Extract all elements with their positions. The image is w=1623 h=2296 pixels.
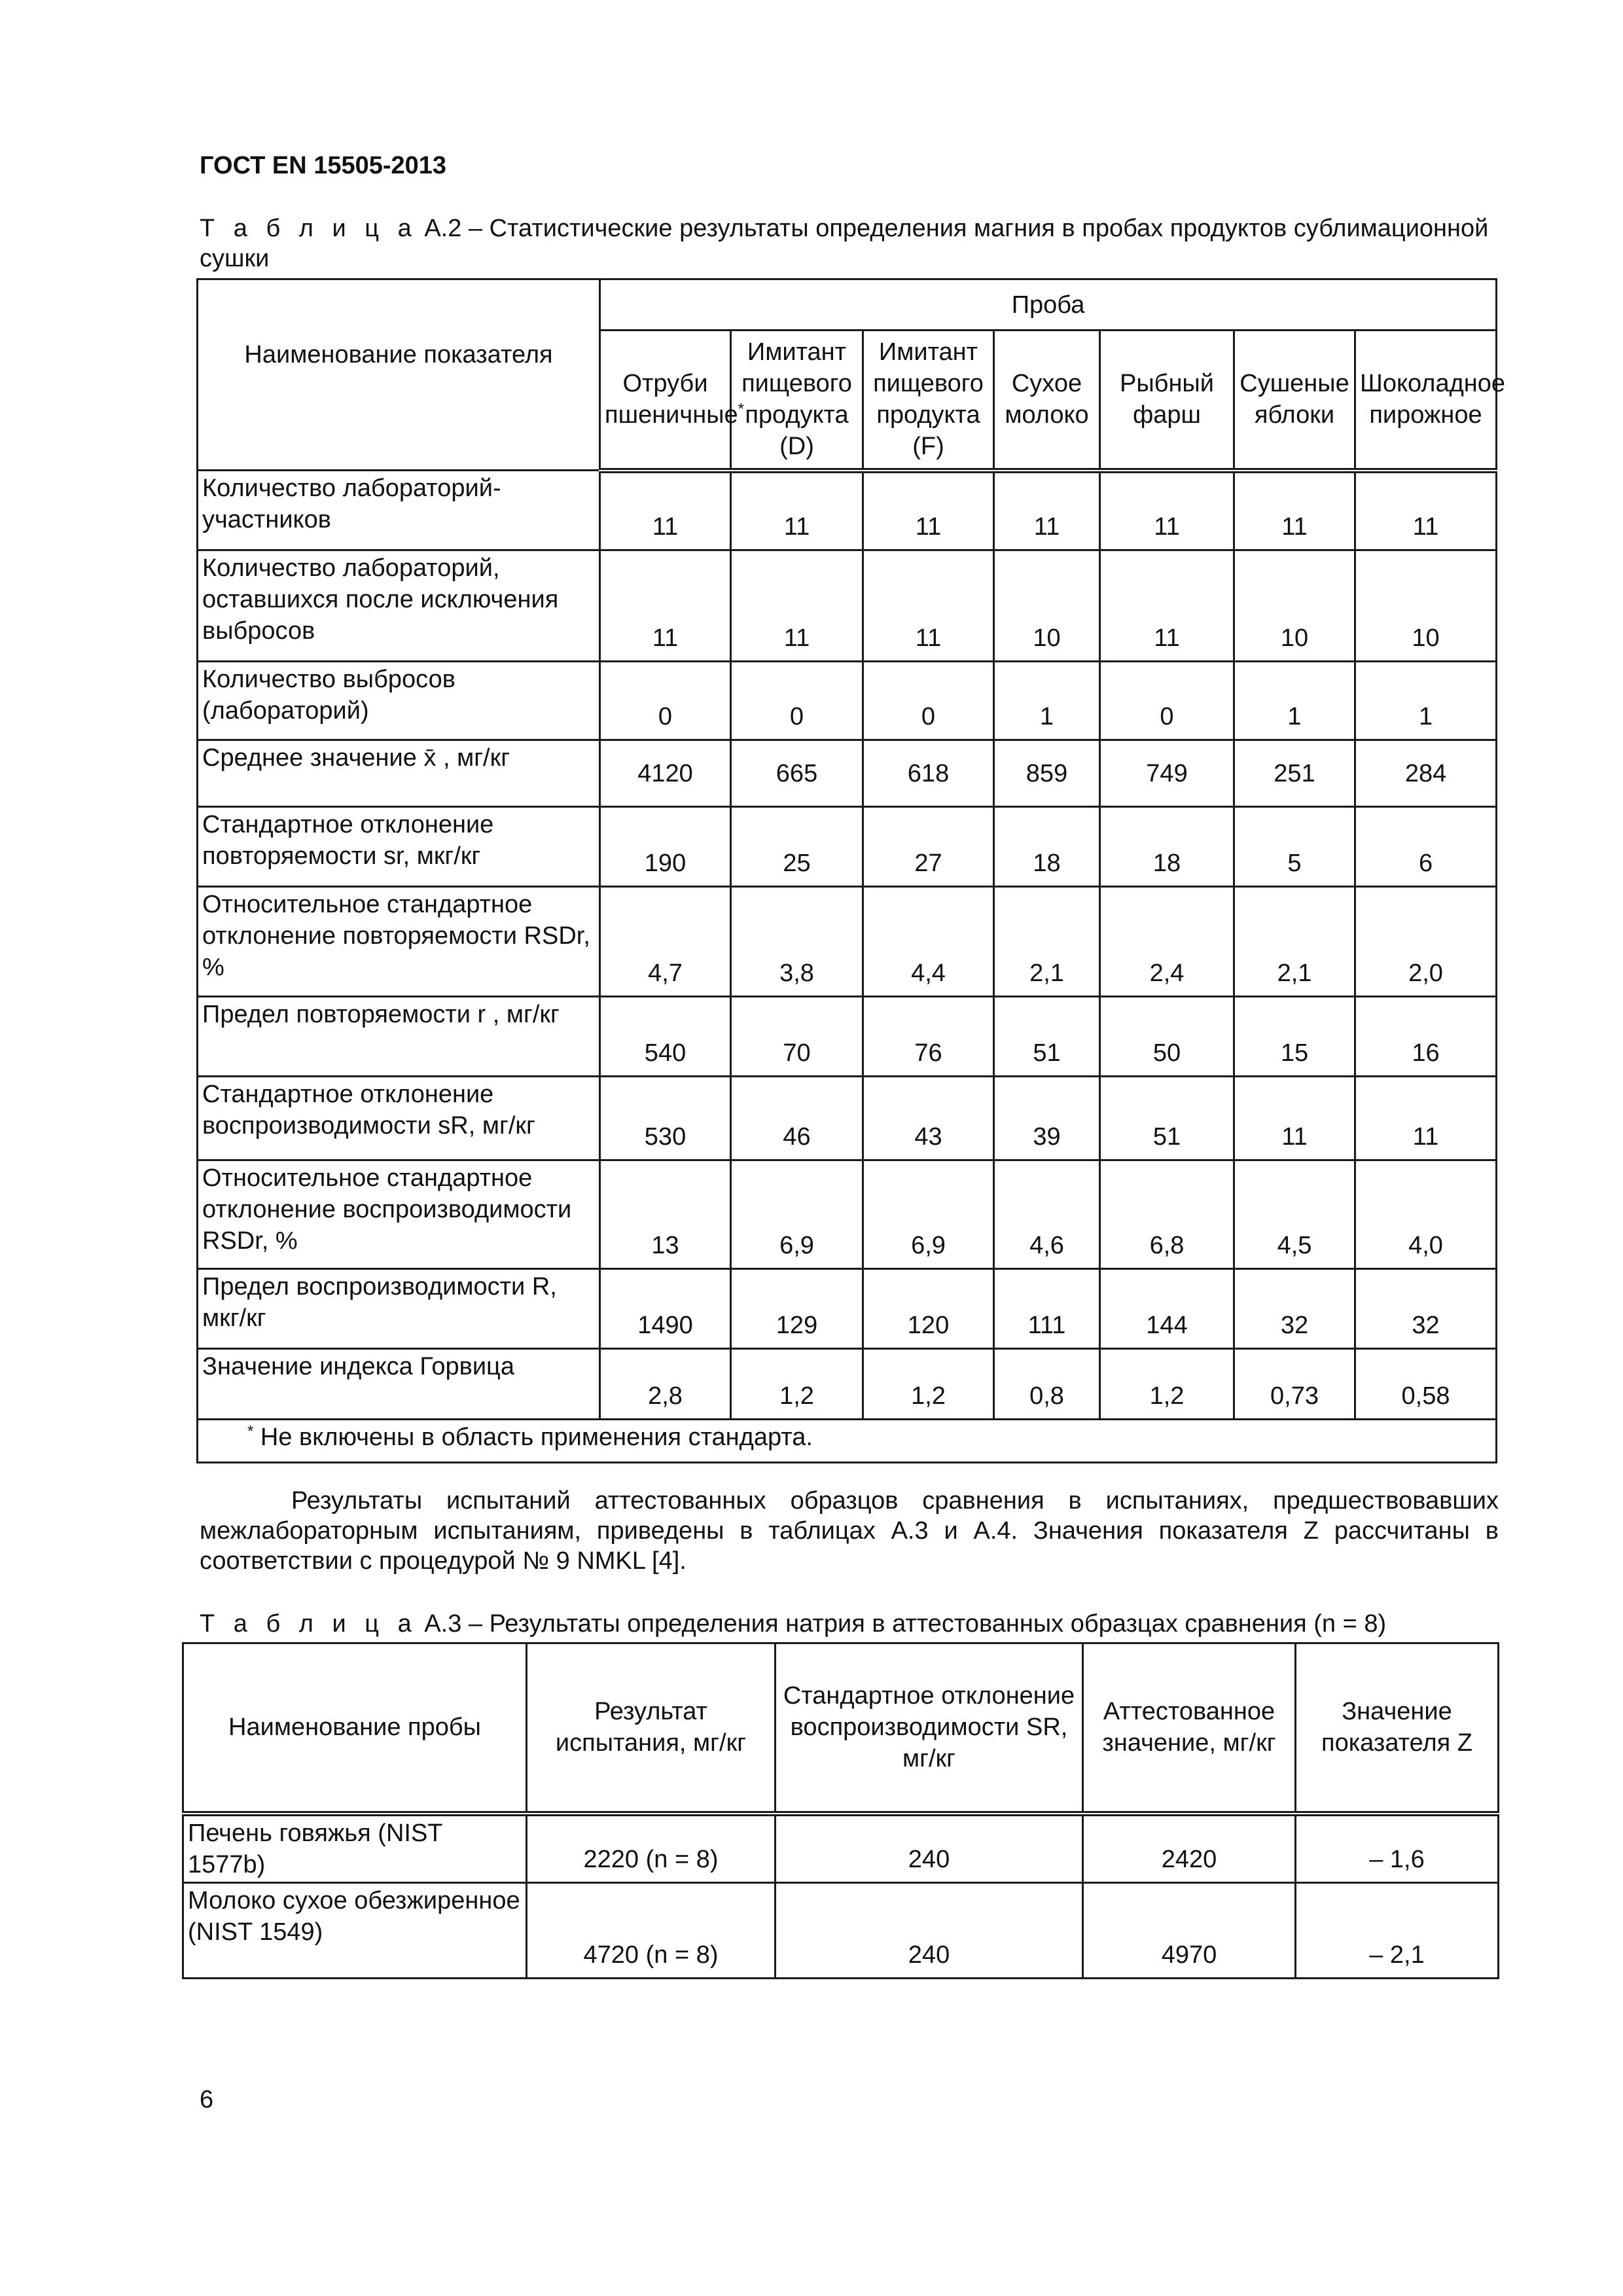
- table-row: [198, 1077, 1497, 1160]
- cell: 0: [863, 662, 994, 740]
- column-header: Имитант пищевого продукта (D): [731, 331, 863, 471]
- caption-label: Т а б л и ц а: [200, 215, 418, 242]
- cell: 5: [1234, 807, 1355, 887]
- cell: 111: [994, 1269, 1100, 1349]
- row-label: Относительное стандартное отклонение повторяемости RSDr, %: [198, 887, 600, 997]
- footnote: [198, 1420, 1497, 1463]
- cell: 284: [1355, 740, 1497, 807]
- sample-name: Молоко сухое обезжиренное (NIST 1549): [183, 1882, 527, 1978]
- table-row: [198, 740, 1497, 807]
- cell: 251: [1234, 740, 1355, 807]
- cell: 1,2: [863, 1349, 994, 1420]
- cell: 10: [1234, 550, 1355, 662]
- cell: 0: [731, 662, 863, 740]
- cell: 51: [1100, 1077, 1234, 1160]
- caption-text: А.2 – Статистические результаты определения магния в пробах продуктов сублимационной сушки: [200, 215, 1489, 272]
- cell: 25: [731, 807, 863, 887]
- row-label: Среднее значение x̄ , мг/кг: [198, 740, 600, 807]
- row-label: Относительное стандартное отклонение воспроизводимости RSDr, %: [198, 1160, 600, 1269]
- column-header: Аттестованное значение, мг/кг: [1083, 1643, 1296, 1814]
- column-header: Шоколадное пирожное: [1355, 331, 1497, 471]
- cell: 4,6: [994, 1160, 1100, 1269]
- table-row: [198, 807, 1497, 887]
- cell: 11: [863, 550, 994, 662]
- cell: 6,9: [863, 1160, 994, 1269]
- cell: 3,8: [731, 887, 863, 997]
- cell: 1,2: [1100, 1349, 1234, 1420]
- cell: 240: [776, 1814, 1083, 1883]
- row-label: Количество лабораторий, оставшихся после исключения выбросов: [198, 550, 600, 662]
- cell: 240: [776, 1882, 1083, 1978]
- cell: 51: [994, 997, 1100, 1077]
- table-a3: [182, 1642, 1499, 1979]
- cell: 2,4: [1100, 887, 1234, 997]
- column-header: Результат испытания, мг/кг: [527, 1643, 776, 1814]
- cell: 4,7: [600, 887, 731, 997]
- cell: 11: [731, 471, 863, 550]
- cell: 0: [1100, 662, 1234, 740]
- column-header: Сухое молоко: [994, 331, 1100, 471]
- cell: 2,8: [600, 1349, 731, 1420]
- cell: 11: [1234, 471, 1355, 550]
- cell: 190: [600, 807, 731, 887]
- cell: 18: [994, 807, 1100, 887]
- cell: 39: [994, 1077, 1100, 1160]
- column-header: Стандартное отклонение воспроизводимости SR, мг/кг: [776, 1643, 1083, 1814]
- cell: 0,8: [994, 1349, 1100, 1420]
- cell: 1,2: [731, 1349, 863, 1420]
- cell: 2420: [1083, 1814, 1296, 1883]
- column-header: Наименование пробы: [183, 1643, 527, 1814]
- cell: 11: [1355, 1077, 1497, 1160]
- column-header: Рыбный фарш: [1100, 331, 1234, 471]
- cell: 6,8: [1100, 1160, 1234, 1269]
- row-label: Стандартное отклонение повторяемости sr, мкг/кг: [198, 807, 600, 887]
- table-row: [183, 1882, 1499, 1978]
- caption-label: Т а б л и ц а: [200, 1610, 418, 1638]
- cell: 11: [863, 471, 994, 550]
- sample-name: Печень говяжья (NIST 1577b): [183, 1814, 527, 1883]
- row-label: Предел воспроизводимости R, мкг/кг: [198, 1269, 600, 1349]
- cell: 11: [600, 550, 731, 662]
- document-header: ГОСТ EN 15505-2013: [200, 152, 447, 179]
- table-a2-caption: [200, 213, 1499, 274]
- sample-header: Проба: [600, 279, 1497, 331]
- cell: 4120: [600, 740, 731, 807]
- cell: 32: [1234, 1269, 1355, 1349]
- cell: 43: [863, 1077, 994, 1160]
- cell: 0: [600, 662, 731, 740]
- cell: 2,0: [1355, 887, 1497, 997]
- footnote-text: Не включены в область применения стандарта.: [260, 1424, 813, 1451]
- table-row: [198, 1160, 1497, 1269]
- cell: 11: [731, 550, 863, 662]
- column-header: Сушеные яблоки: [1234, 331, 1355, 471]
- cell: 50: [1100, 997, 1234, 1077]
- table-row: [198, 1349, 1497, 1420]
- row-label: Количество выбросов (лабораторий): [198, 662, 600, 740]
- table-row: [198, 662, 1497, 740]
- body-paragraph: Результаты испытаний аттестованных образцов сравнения в испытаниях, предшествовавших межлабораторным испытаниям, приведены в таблицах А.3 и А.4. Значения показателя Z рассчитаны в соответствии с процедурой № 9 NMKL [4].: [200, 1487, 1499, 1575]
- table-row: [183, 1814, 1499, 1883]
- footnote-row: [198, 1420, 1497, 1463]
- cell: 15: [1234, 997, 1355, 1077]
- param-header: Наименование показателя: [198, 279, 600, 471]
- caption-text: А.3 – Результаты определения натрия в аттестованных образцах сравнения (n = 8): [417, 1610, 1387, 1638]
- cell: 1490: [600, 1269, 731, 1349]
- cell: 10: [994, 550, 1100, 662]
- cell: 70: [731, 997, 863, 1077]
- cell: 2220 (n = 8): [527, 1814, 776, 1883]
- cell: 4720 (n = 8): [527, 1882, 776, 1978]
- cell: 4,4: [863, 887, 994, 997]
- cell: 11: [1100, 471, 1234, 550]
- table-a2: [196, 278, 1506, 1463]
- cell: 144: [1100, 1269, 1234, 1349]
- cell: 0,73: [1234, 1349, 1355, 1420]
- page-number: 6: [200, 2086, 214, 2113]
- cell: 129: [731, 1269, 863, 1349]
- table-a3-caption: [200, 1609, 1499, 1639]
- row-label: Стандартное отклонение воспроизводимости sR, мг/кг: [198, 1077, 600, 1160]
- cell: 16: [1355, 997, 1497, 1077]
- cell: 18: [1100, 807, 1234, 887]
- cell: 2,1: [994, 887, 1100, 997]
- row-label: Предел повторяемости r , мг/кг: [198, 997, 600, 1077]
- cell: – 2,1: [1296, 1882, 1499, 1978]
- cell: 6,9: [731, 1160, 863, 1269]
- cell: 46: [731, 1077, 863, 1160]
- row-label: Значение индекса Горвица: [198, 1349, 600, 1420]
- cell: 1: [1355, 662, 1497, 740]
- cell: 749: [1100, 740, 1234, 807]
- cell: 10: [1355, 550, 1497, 662]
- cell: 1: [994, 662, 1100, 740]
- cell: 120: [863, 1269, 994, 1349]
- table-row: [198, 1269, 1497, 1349]
- cell: 32: [1355, 1269, 1497, 1349]
- cell: 11: [1234, 1077, 1355, 1160]
- footnote-mark: *: [247, 1422, 254, 1441]
- cell: 859: [994, 740, 1100, 807]
- cell: 665: [731, 740, 863, 807]
- cell: 27: [863, 807, 994, 887]
- table-row: [198, 997, 1497, 1077]
- cell: 4,5: [1234, 1160, 1355, 1269]
- cell: 4,0: [1355, 1160, 1497, 1269]
- cell: 11: [994, 471, 1100, 550]
- cell: 530: [600, 1077, 731, 1160]
- cell: 11: [600, 471, 731, 550]
- table-row: [198, 471, 1497, 550]
- cell: 4970: [1083, 1882, 1296, 1978]
- cell: 0,58: [1355, 1349, 1497, 1420]
- cell: 618: [863, 740, 994, 807]
- cell: – 1,6: [1296, 1814, 1499, 1883]
- cell: 11: [1100, 550, 1234, 662]
- cell: 6: [1355, 807, 1497, 887]
- cell: 540: [600, 997, 731, 1077]
- cell: 11: [1355, 471, 1497, 550]
- column-header: Отруби пшеничные*: [600, 331, 731, 471]
- row-label: Количество лабораторий-участников: [198, 471, 600, 550]
- table-row: [198, 887, 1497, 997]
- column-header: Имитант пищевого продукта (F): [863, 331, 994, 471]
- cell: 2,1: [1234, 887, 1355, 997]
- column-header: Значение показателя Z: [1296, 1643, 1499, 1814]
- cell: 76: [863, 997, 994, 1077]
- cell: 13: [600, 1160, 731, 1269]
- cell: 1: [1234, 662, 1355, 740]
- table-row: [198, 550, 1497, 662]
